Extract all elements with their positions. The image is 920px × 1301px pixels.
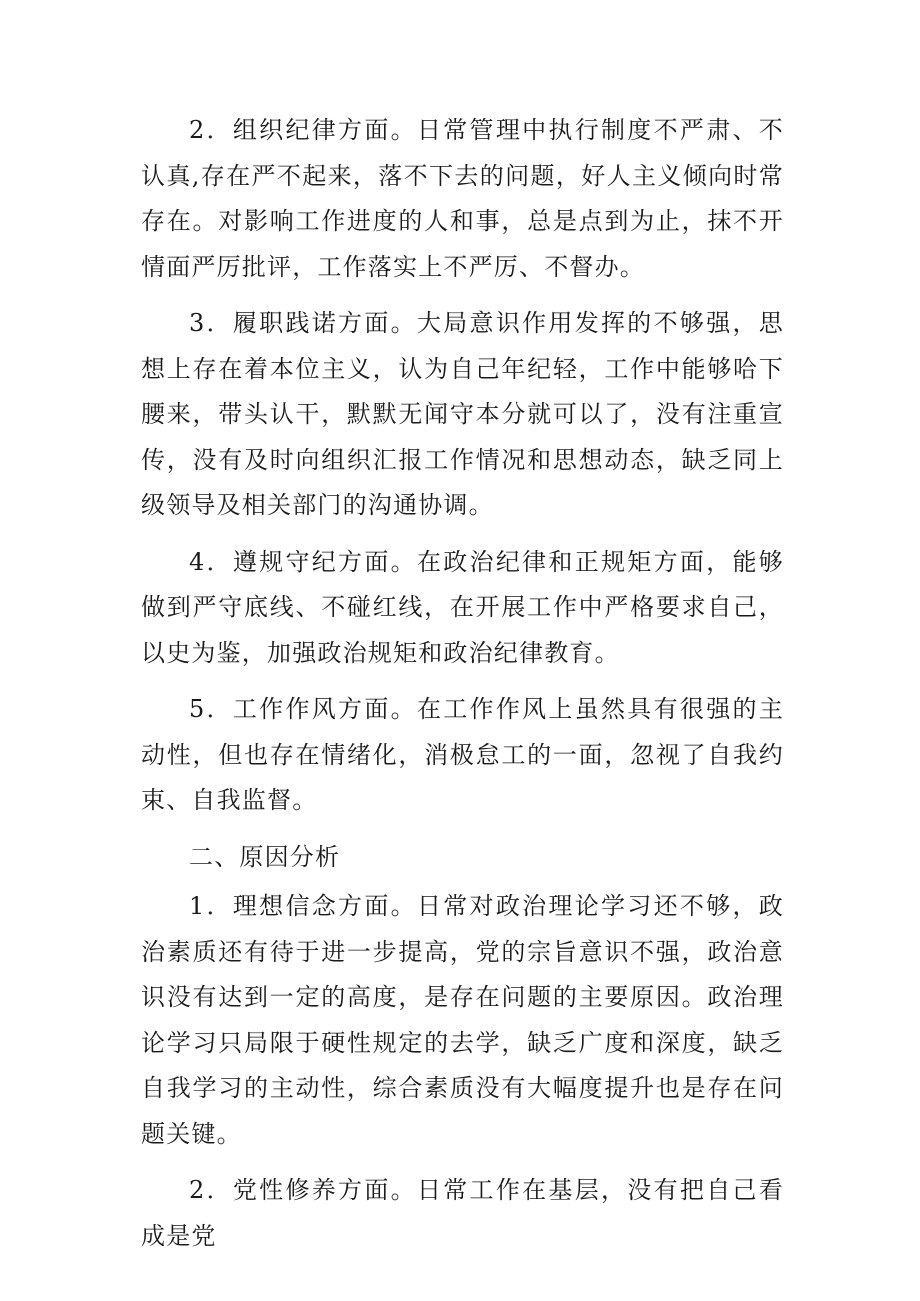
paragraph-organizational-discipline: 2．组织纪律方面。日常管理中执行制度不严肃、不认真,存在严不起来，落不下去的问题，好人主义倾向时常存在。对影响工作进度的人和事，总是点到为止，抹不开情面严厉批评，工作落实上不严厉、不督办。	[141, 116, 784, 281]
section-heading-cause-analysis: 二、原因分析	[189, 842, 341, 871]
paragraph-rules-compliance: 4．遵规守纪方面。在政治纪律和正规矩方面，能够做到严守底线、不碰红线，在开展工作中严格要求自己，以史为鉴，加强政治规矩和政治纪律教育。	[141, 547, 784, 667]
paragraph-party-spirit: 2．党性修养方面。日常工作在基层，没有把自己看成是党	[141, 1176, 784, 1250]
document-body	[141, 108, 784, 1270]
paragraph-ideals-beliefs: 1．理想信念方面。日常对政治理论学习还不够，政治素质还有待于进一步提高，党的宗旨意识不强，政治意识没有达到一定的高度，是存在问题的主要原因。政治理论学习只局限于硬性规定的去学，缺乏广度和深度，缺乏自我学习的主动性，综合素质没有大幅度提升也是存在问题关键。	[141, 892, 784, 1148]
paragraph-work-style: 5．工作作风方面。在工作作风上虽然具有很强的主动性，但也存在情绪化，消极怠工的一面，忽视了自我约束、自我监督。	[141, 695, 784, 814]
paragraph-duty-performance: 3．履职践诺方面。大局意识作用发挥的不够强，思想上存在着本位主义，认为自己年纪轻，工作中能够哈下腰来，带头认干，默默无闻守本分就可以了，没有注重宣传，没有及时向组织汇报工作情况和思想动态，缺乏同上级领导及相关部门的沟通协调。	[141, 309, 784, 519]
